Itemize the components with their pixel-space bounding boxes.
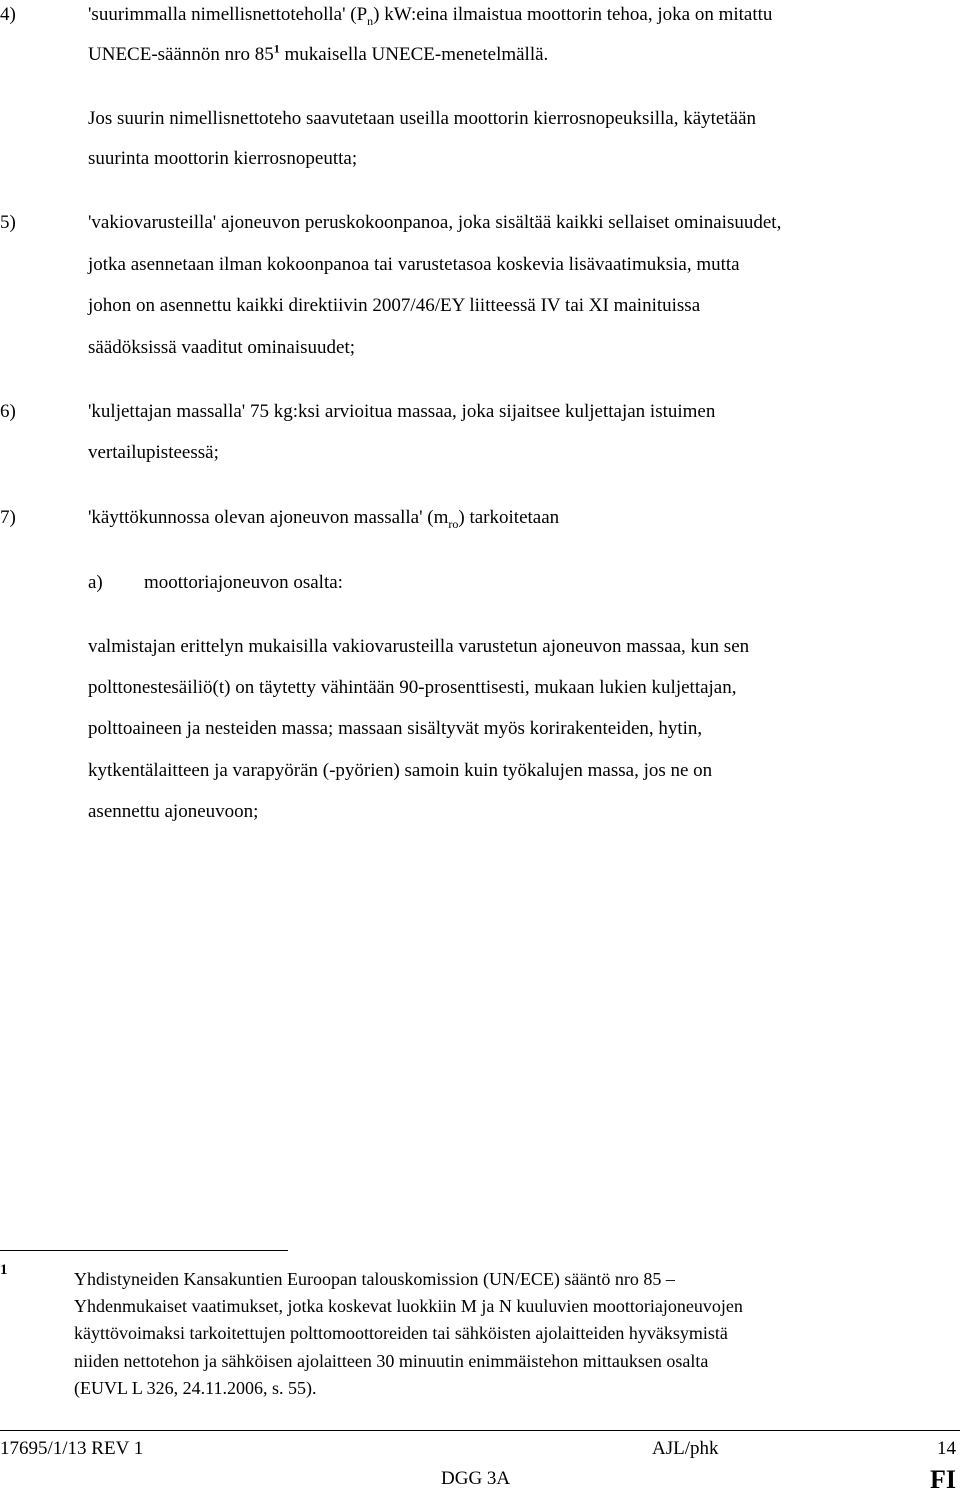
footnote-line: käyttövoimaksi tarkoitettujen polttomoottoreiden tai sähköisten ajolaitteiden hyväksymistä: [74, 1323, 728, 1343]
page-number: 14: [937, 1438, 956, 1459]
sub-item-label: a): [88, 572, 103, 593]
item-6-line: 'kuljettajan massalla' 75 kg:ksi arvioitua massaa, joka sijaitsee kuljettajan istuimen: [88, 401, 716, 422]
footnote-line: Yhdistyneiden Kansakuntien Euroopan talouskomission (UN/ECE) sääntö nro 85 –: [74, 1269, 675, 1289]
item-7-para-line: valmistajan erittelyn mukaisilla vakiovarusteilla varustetun ajoneuvon massaa, kun sen: [88, 636, 750, 657]
item-4-text-a: 'suurimmalla nimellisnettoteholla' (P: [88, 4, 368, 25]
item-7-para-line: asennettu ajoneuvoon;: [88, 801, 259, 822]
footnote-mark: 1: [0, 1262, 8, 1278]
item-4-line2-b: mukaisella UNECE-menetelmällä.: [279, 44, 549, 65]
item-7-para-line: polttoaineen ja nesteiden massa; massaan sisältyvät myös korirakenteiden, hytin,: [88, 718, 703, 739]
footer-separator: [0, 1430, 960, 1431]
item-7-subscript: ro: [448, 516, 459, 531]
item-7-text-a: 'käyttökunnossa olevan ajoneuvon massalla' (m: [88, 507, 449, 528]
footnote-reference: 1: [273, 41, 280, 56]
footnote-line: (EUVL L 326, 24.11.2006, s. 55).: [74, 1378, 317, 1398]
item-7-para-line: polttonestesäiliö(t) on täytetty vähintään 90-prosenttisesti, mukaan lukien kuljettajan,: [88, 677, 737, 698]
footnote-separator: [0, 1250, 288, 1251]
item-number: 4): [0, 4, 16, 25]
item-5-line: säädöksissä vaaditut ominaisuudet;: [88, 337, 356, 358]
item-5-line: johon on asennettu kaikki direktiivin 2007/46/EY liitteessä IV tai XI mainituissa: [88, 295, 701, 316]
item-4-line2-a: UNECE-säännön nro 85: [88, 44, 274, 65]
document-reference: 17695/1/13 REV 1: [0, 1438, 144, 1459]
item-6-line: vertailupisteessä;: [88, 442, 219, 463]
item-4-para-line-1: Jos suurin nimellisnettoteho saavutetaan useilla moottorin kierrosnopeuksilla, käytetään: [88, 108, 757, 129]
footnote-line: niiden nettotehon ja sähköisen ajolaitteen 30 minuutin enimmäistehon mittauksen osalta: [74, 1351, 709, 1371]
item-4-subscript: n: [367, 13, 374, 28]
directorate-code: DGG 3A: [441, 1468, 511, 1489]
item-5-line: jotka asennetaan ilman kokoonpanoa tai varustetasoa koskevia lisävaatimuksia, mutta: [88, 254, 740, 275]
item-4-line-2: [88, 41, 549, 65]
author-initials: AJL/phk: [652, 1438, 719, 1459]
item-7-text-b: ) tarkoitetaan: [458, 507, 560, 528]
item-7-para-line: kytkentälaitteen ja varapyörän (-pyörien) samoin kuin työkalujen massa, jos ne on: [88, 760, 713, 781]
item-5-line: 'vakiovarusteilla' ajoneuvon peruskokoonpanoa, joka sisältää kaikki sellaiset ominaisuudet,: [88, 212, 782, 233]
footnote-line: Yhdenmukaiset vaatimukset, jotka koskevat luokkiin M ja N kuuluvien moottoriajoneuvojen: [74, 1296, 743, 1316]
item-4-text-b: ) kW:eina ilmaistua moottorin tehoa, joka on mitattu: [373, 4, 773, 25]
item-4-para-line-2: suurinta moottorin kierrosnopeutta;: [88, 148, 358, 169]
item-number: 5): [0, 212, 16, 233]
item-number: 7): [0, 507, 16, 528]
item-7-line: [88, 507, 560, 531]
language-code: FI: [930, 1465, 956, 1494]
item-number: 6): [0, 401, 16, 422]
sub-item-text: moottoriajoneuvon osalta:: [144, 572, 343, 593]
item-4-line-1: [88, 4, 773, 28]
